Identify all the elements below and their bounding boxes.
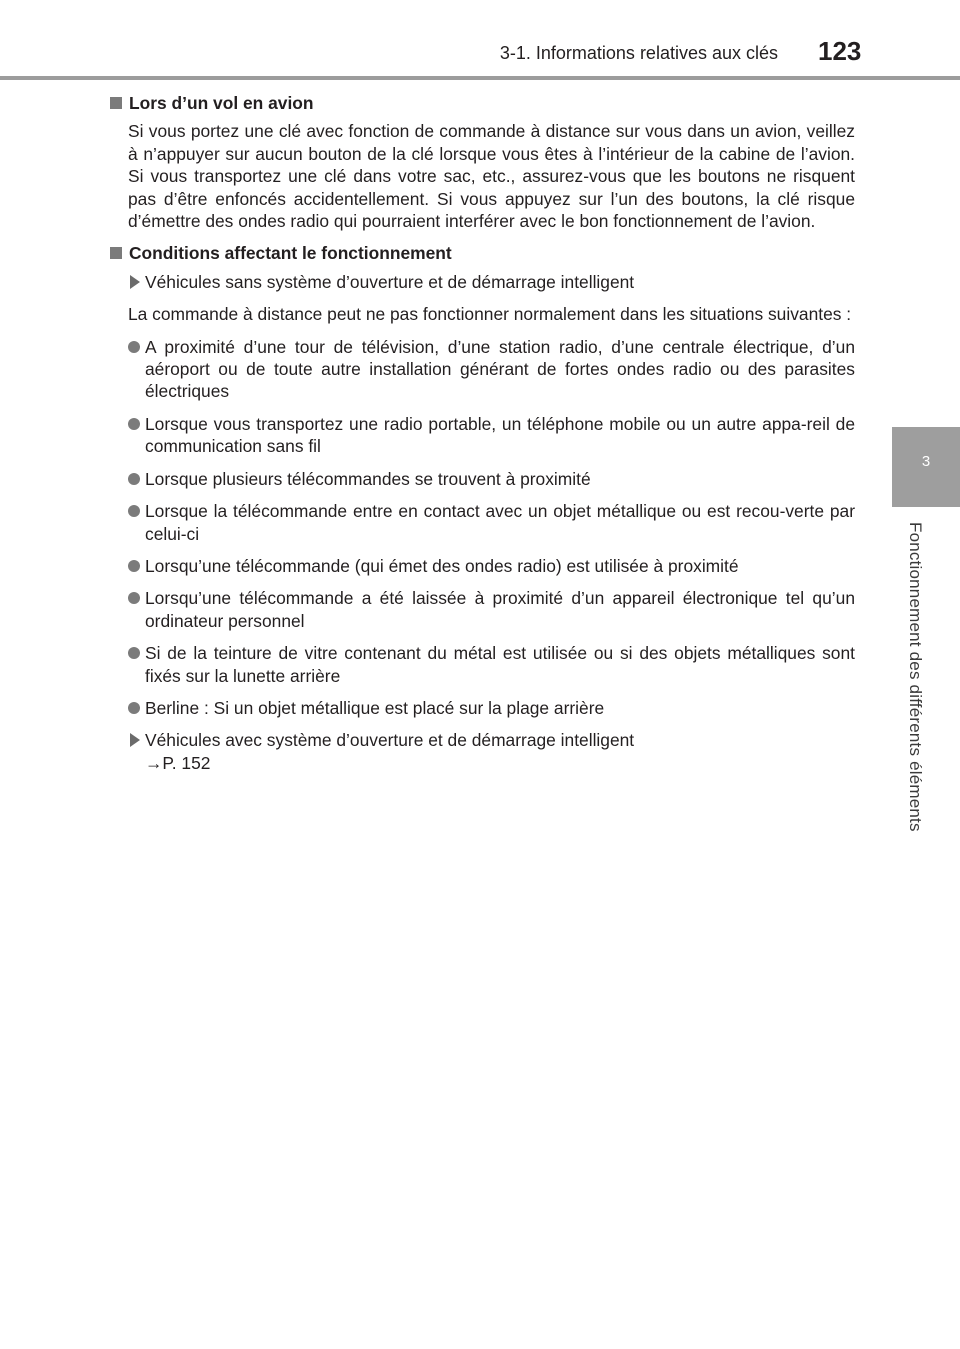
round-bullet-icon xyxy=(128,505,140,517)
flight-paragraph: Si vous portez une clé avec fonction de commande à distance sur vous dans un avion, veillez à n’appuyer sur aucun bouton de la clé lorsque vous êtes à l’intérieur de la cabine de l’avion. Si vous transportez une clé dans votre sac, etc., assurez-vous que les boutons ne risquent pas d’être enfoncés accidentellement. Si vous appuyez sur l’un des boutons, la clé risque d’émettre des ondes radio qui pourraient interférer avec le bon fonctionnement de l’avion. xyxy=(128,121,855,232)
square-bullet-icon xyxy=(110,97,122,109)
section-heading-flight xyxy=(110,92,855,114)
list-item-text: Berline : Si un objet métallique est placé sur la plage arrière xyxy=(145,697,605,718)
page-reference-link[interactable]: →P. 152 xyxy=(145,752,211,773)
square-bullet-icon xyxy=(110,247,122,259)
round-bullet-icon xyxy=(128,647,140,659)
section-heading-flight-text: Lors d’un vol en avion xyxy=(129,93,314,113)
list-item xyxy=(128,500,855,545)
list-item-text: Lorsque plusieurs télécommandes se trouvent à proximité xyxy=(145,468,591,489)
chapter-tab-number: 3 xyxy=(921,453,931,470)
list-item-text: Lorsqu’une télécommande a été laissée à proximité d’un appareil électronique tel qu’un ordinateur personnel xyxy=(145,588,855,631)
chapter-tab xyxy=(892,427,960,507)
page-content xyxy=(110,92,855,774)
conditions-intro: La commande à distance peut ne pas fonctionner normalement dans les situations suivantes : xyxy=(128,304,852,325)
list-item-text: Si de la teinture de vitre contenant du métal est utilisée ou si des objets métalliques sont fixés sur la lunette arrière xyxy=(145,643,855,686)
list-item-text: Lorsqu’une télécommande (qui émet des ondes radio) est utilisée à proximité xyxy=(145,555,739,576)
list-item-text: Lorsque la télécommande entre en contact avec un objet métallique ou est recou-verte par celui-ci xyxy=(145,501,855,544)
chapter-side-title-wrap xyxy=(905,522,945,842)
chapter-side-title: Fonctionnement des différents éléments xyxy=(906,522,925,832)
list-item xyxy=(128,555,855,577)
subsection-with-smart-key xyxy=(128,729,855,751)
list-item-text: Lorsque vous transportez une radio portable, un téléphone mobile ou un autre appa-reil de communication sans fil xyxy=(145,413,855,457)
round-bullet-icon xyxy=(128,592,140,604)
page-number: 123 xyxy=(818,36,862,66)
list-item xyxy=(128,468,855,490)
section-heading-conditions-text: Conditions affectant le fonctionnement xyxy=(129,243,452,264)
triangle-arrow-icon xyxy=(130,733,140,747)
round-bullet-icon xyxy=(128,702,140,714)
round-bullet-icon xyxy=(128,560,140,572)
header-divider xyxy=(0,76,960,80)
round-bullet-icon xyxy=(128,341,140,353)
list-item xyxy=(128,336,855,403)
round-bullet-icon xyxy=(128,473,140,485)
list-item xyxy=(128,413,855,458)
section-heading-conditions xyxy=(110,242,855,264)
round-bullet-icon xyxy=(128,418,140,430)
triangle-arrow-icon xyxy=(130,275,140,289)
header-section-title: 3-1. Informations relatives aux clés xyxy=(499,43,778,63)
list-item-text: A proximité d’une tour de télévision, d’une station radio, d’une centrale électrique, d’un aéroport ou de toute autre installation générant de fortes ondes radio ou des parasites électriques xyxy=(145,336,855,402)
subsection-without-smart-key-text: Véhicules sans système d’ouverture et de démarrage intelligent xyxy=(145,271,635,292)
list-item xyxy=(128,587,855,632)
list-item xyxy=(128,642,855,687)
subsection-without-smart-key xyxy=(128,271,855,293)
list-item xyxy=(128,697,855,719)
subsection-with-smart-key-text: Véhicules avec système d’ouverture et de démarrage intelligent xyxy=(145,730,635,751)
